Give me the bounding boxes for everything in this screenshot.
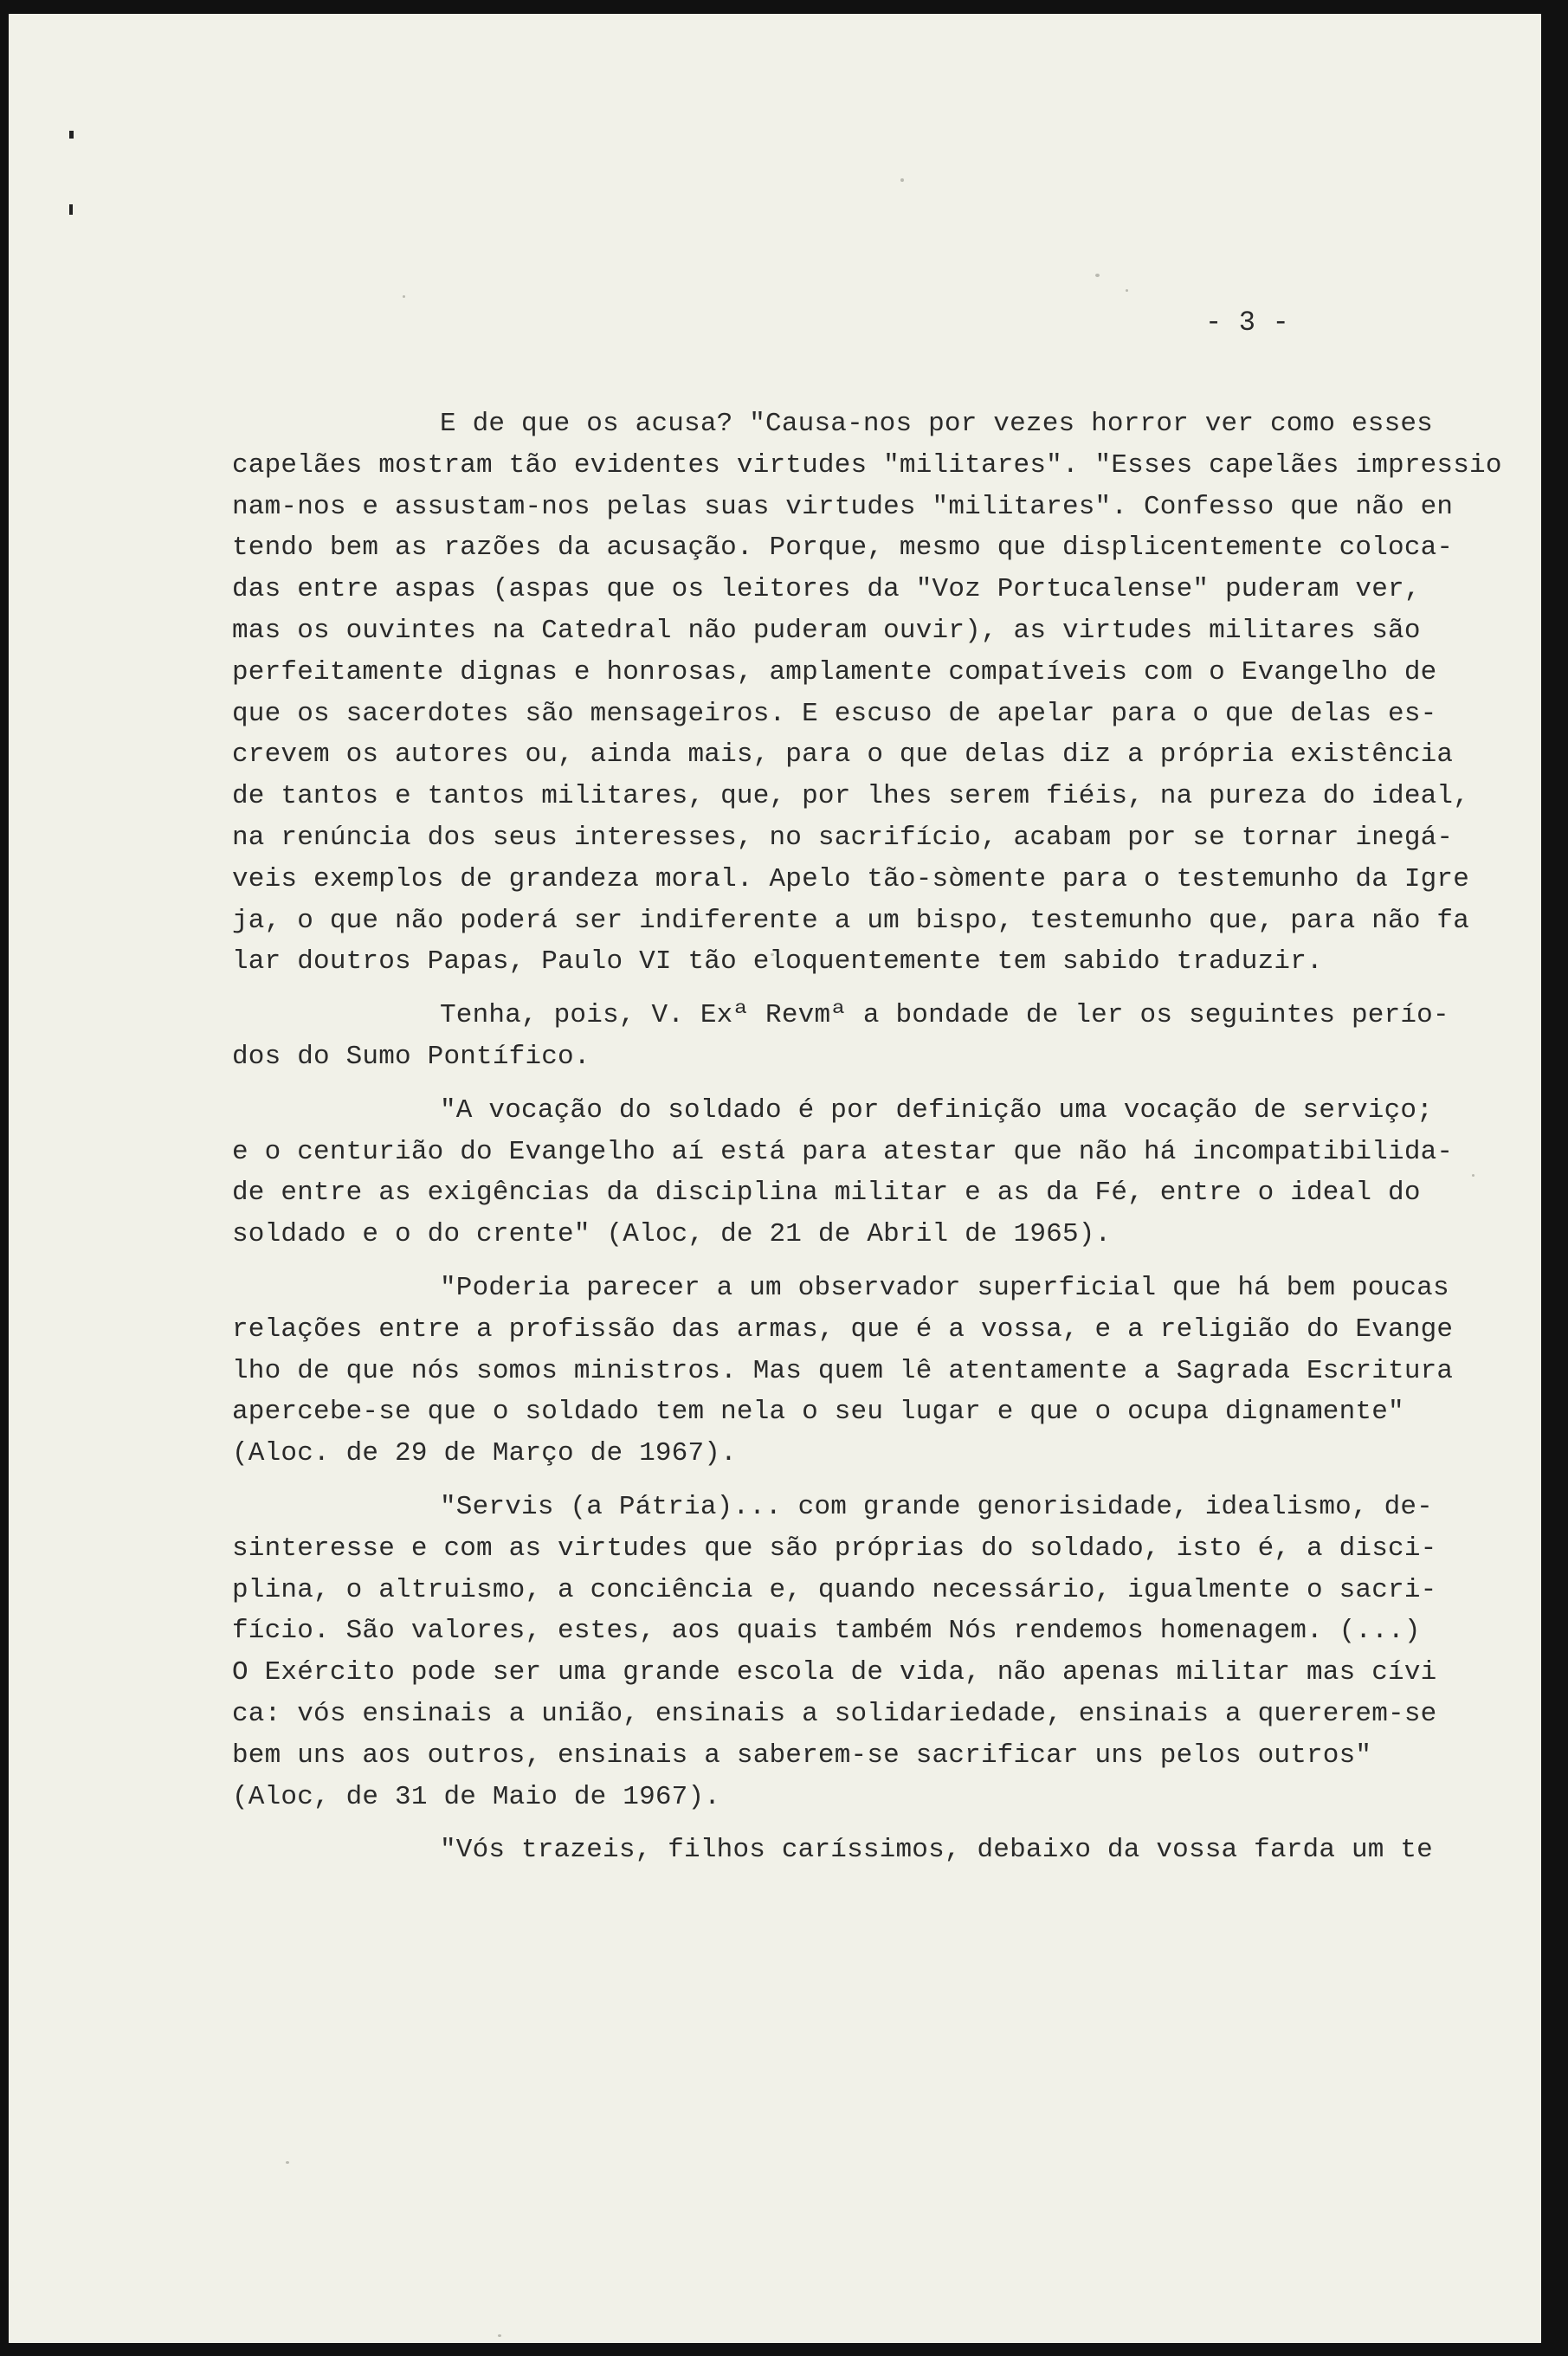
paper-speck [1472, 1174, 1474, 1177]
text-line: sinteresse e com as virtudes que são próprias do soldado, isto é, a disci- [232, 1533, 1437, 1564]
text-line [232, 1090, 1462, 1132]
paper-speck [900, 178, 904, 182]
text-line: mas os ouvintes na Catedral não puderam ouvir), as virtudes militares são [232, 615, 1421, 646]
text-line: bem uns aos outros, ensinais a saberem-se sacrificar uns pelos outros" [232, 1740, 1372, 1771]
paragraph [232, 403, 1502, 983]
text-line: O Exército pode ser uma grande escola de vida, não apenas militar mas cívi [232, 1657, 1437, 1688]
text-line: das entre aspas (aspas que os leitores da "Voz Portucalense" puderam ver, [232, 574, 1421, 605]
text-line [232, 995, 1462, 1036]
text-line: lar doutros Papas, Paulo VI tão eloquentemente tem sabido traduzir. [232, 946, 1323, 978]
text-line: de tantos e tantos militares, que, por lhes serem fiéis, na pureza do ideal, [232, 781, 1470, 812]
text-line: tendo bem as razões da acusação. Porque, mesmo que displicentemente coloca- [232, 533, 1454, 564]
text-line: crevem os autores ou, ainda mais, para o que delas diz a própria existência [232, 739, 1454, 771]
text-line: perfeitamente dignas e honrosas, amplamente compatíveis com o Evangelho de [232, 656, 1437, 687]
text-line: apercebe-se que o soldado tem nela o seu lugar e que o ocupa dignamente" [232, 1397, 1404, 1428]
text-line-content: "Servis (a Pátria)... com grande genorisidade, idealismo, de- [440, 1491, 1433, 1522]
text-line [232, 1268, 1462, 1309]
text-line-content: "Vós trazeis, filhos caríssimos, debaixo da vossa farda um te [440, 1835, 1433, 1866]
document-page [9, 14, 1541, 2343]
text-line: plina, o altruismo, a conciência e, quando necessário, igualmente o sacri- [232, 1574, 1437, 1605]
paper-speck [286, 2161, 289, 2164]
text-line-content: Tenha, pois, V. Exª Revmª a bondade de ler os seguintes perío- [440, 1000, 1449, 1031]
paragraph [232, 1830, 1462, 1871]
text-line: nam-nos e assustam-nos pelas suas virtudes "militares". Confesso que não en [232, 491, 1454, 522]
text-line: ca: vós ensinais a união, ensinais a solidariedade, ensinais a quererem-se [232, 1698, 1437, 1729]
text-line [232, 1487, 1462, 1528]
text-line: veis exemplos de grandeza moral. Apelo tão-sòmente para o testemunho da Igre [232, 863, 1470, 894]
document-body [232, 403, 1502, 1871]
text-line: (Aloc, de 31 de Maio de 1967). [232, 1781, 721, 1812]
paper-speck [1095, 274, 1100, 277]
punch-mark-bottom [69, 204, 73, 215]
text-line: soldado e o do crente" (Aloc, de 21 de Abril de 1965). [232, 1219, 1112, 1250]
paper-speck [498, 2334, 501, 2337]
paper-speck [403, 295, 405, 298]
text-line: ja, o que não poderá ser indiferente a um bispo, testemunho que, para não fa [232, 905, 1470, 936]
paragraph [232, 995, 1462, 1078]
paper-speck [1126, 289, 1128, 292]
text-line [232, 403, 1462, 445]
text-line: que os sacerdotes são mensageiros. E escuso de apelar para o que delas es- [232, 698, 1437, 729]
text-line: e o centurião do Evangelho aí está para atestar que não há incompatibilida- [232, 1136, 1454, 1167]
text-line: lho de que nós somos ministros. Mas quem lê atentamente a Sagrada Escritura [232, 1355, 1454, 1386]
text-line [232, 1830, 1462, 1871]
paragraph [232, 1487, 1462, 1817]
paragraph [232, 1090, 1462, 1255]
punch-mark-top [69, 131, 74, 139]
text-line: dos do Sumo Pontífico. [232, 1041, 590, 1072]
paragraph [232, 1268, 1462, 1475]
text-line: (Aloc. de 29 de Março de 1967). [232, 1438, 737, 1469]
text-line: capelães mostram tão evidentes virtudes "militares". "Esses capelães impressio [232, 449, 1502, 481]
text-line: relações entre a profissão das armas, que é a vossa, e a religião do Evange [232, 1314, 1454, 1345]
text-line-content: E de que os acusa? "Causa-nos por vezes horror ver como esses [440, 409, 1433, 439]
text-line-content: "A vocação do soldado é por definição uma vocação de serviço; [440, 1094, 1433, 1126]
page-number: - 3 - [1205, 307, 1290, 339]
text-line-content: "Poderia parecer a um observador superficial que há bem poucas [440, 1272, 1449, 1303]
text-line: na renúncia dos seus interesses, no sacrifício, acabam por se tornar inegá- [232, 822, 1454, 853]
text-line: de entre as exigências da disciplina militar e as da Fé, entre o ideal do [232, 1178, 1421, 1209]
text-line: fício. São valores, estes, aos quais também Nós rendemos homenagem. (...) [232, 1616, 1421, 1647]
